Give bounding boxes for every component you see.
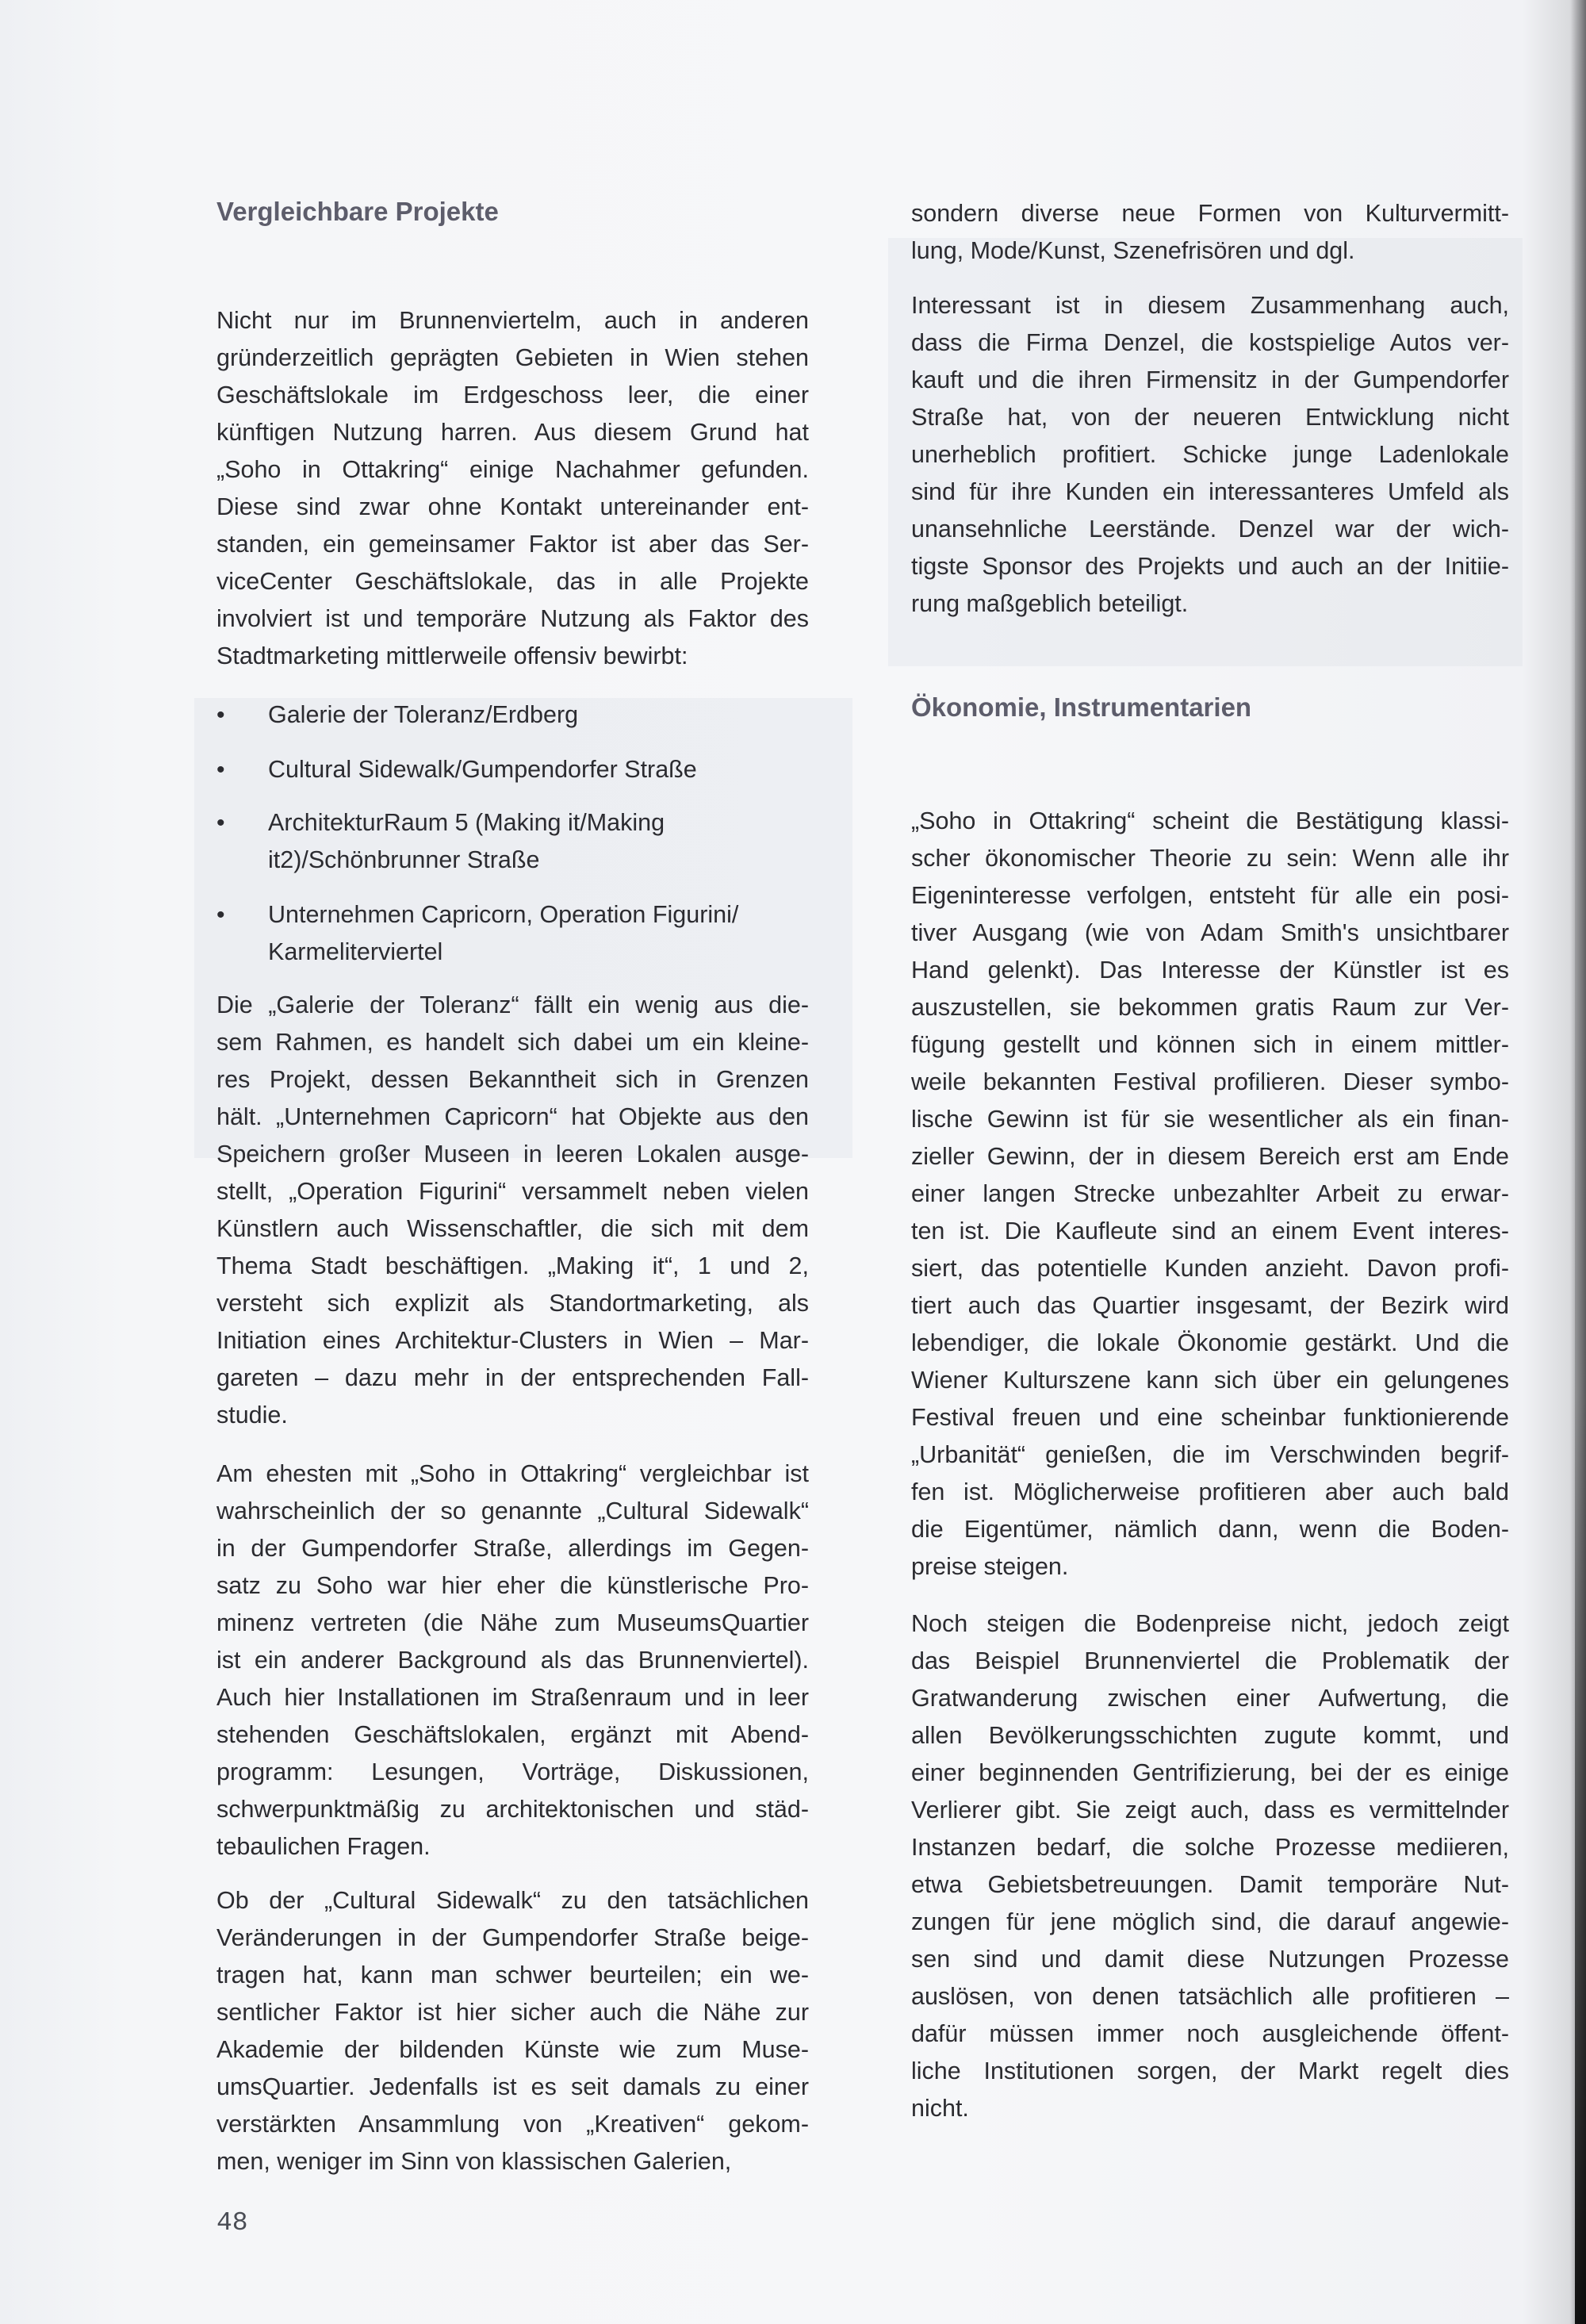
- paragraph: [911, 803, 1509, 1586]
- text-line: Wiener Kulturszene kann sich über ein gelungenes: [911, 1367, 1509, 1394]
- text-line: Eigeninteresse verfolgen, entsteht für alle ein posi-: [911, 882, 1509, 909]
- text-line: sind für ihre Kunden ein interessanteres Umfeld als: [911, 478, 1509, 505]
- text-line: fen ist. Möglicherweise profitieren aber auch bald: [911, 1478, 1509, 1505]
- text-line: tiert auch das Quartier insgesamt, der Bezirk wird: [911, 1292, 1509, 1319]
- text-line: künftigen Nutzung harren. Aus diesem Grund hat: [216, 419, 809, 446]
- text-line: Unternehmen Capricorn, Operation Figurini/: [268, 901, 739, 928]
- paragraph: [216, 1455, 809, 1866]
- text-line: „Soho in Ottakring“ scheint die Bestätigung klassi-: [911, 807, 1509, 834]
- text-line: Interessant ist in diesem Zusammenhang auch,: [911, 292, 1509, 319]
- text-line: Verlierer gibt. Sie zeigt auch, dass es vermittelnder: [911, 1797, 1509, 1824]
- text-line: fügung gestellt und können sich in einem mittler-: [911, 1031, 1509, 1058]
- text-line: einer beginnenden Gentrifizierung, bei der es einige: [911, 1759, 1509, 1786]
- text-line: wahrscheinlich der so genannte „Cultural Sidewalk“: [216, 1498, 809, 1524]
- bullet-text: [268, 896, 738, 971]
- text-line: umsQuartier. Jedenfalls ist es seit damals zu einer: [216, 2073, 809, 2100]
- text-line: viceCenter Geschäftslokale, das in alle Projekte: [216, 568, 809, 595]
- text-line: scher ökonomischer Theorie zu sein: Wenn alle ihr: [911, 845, 1509, 872]
- text-line: verstärkten Ansammlung von „Kreativen“ gekom-: [216, 2111, 809, 2138]
- bullet-text: [268, 804, 665, 879]
- text-line: programm: Lesungen, Vorträge, Diskussionen,: [216, 1758, 809, 1785]
- text-line: Speichern großer Museen in leeren Lokalen ausge-: [216, 1141, 809, 1168]
- text-line: Thema Stadt beschäftigen. „Making it“, 1 und 2,: [216, 1252, 809, 1279]
- bullet-icon: •: [216, 702, 225, 728]
- text-line: dafür müssen immer noch ausgleichende öffent-: [911, 2020, 1509, 2047]
- text-line: hält. „Unternehmen Capricorn“ hat Objekte aus den: [216, 1103, 809, 1130]
- text-line: minenz vertreten (die Nähe zum MuseumsQuartier: [216, 1609, 809, 1636]
- section-heading-oekonomie: Ökonomie, Instrumentarien: [911, 692, 1252, 722]
- text-line: Karmeliterviertel: [268, 938, 443, 965]
- text-line: etwa Gebietsbetreuungen. Damit temporäre Nut-: [911, 1871, 1509, 1898]
- text-line: auslösen, von denen tatsächlich alle profitieren –: [911, 1983, 1509, 2010]
- text-line: Ob der „Cultural Sidewalk“ zu den tatsächlichen: [216, 1887, 809, 1914]
- text-line: schwerpunktmäßig zu architektonischen und städ-: [216, 1796, 809, 1823]
- text-line: allen Bevölkerungsschichten zugute kommt, und: [911, 1722, 1509, 1749]
- bullet-icon: •: [216, 902, 225, 928]
- text-line: Auch hier Installationen im Straßenraum und in leer: [216, 1684, 809, 1711]
- text-line: ist ein anderer Background als das Brunnenviertel).: [216, 1647, 809, 1674]
- text-line: sondern diverse neue Formen von Kulturvermitt-: [911, 200, 1509, 227]
- text-line: versteht sich explizit als Standortmarketing, als: [216, 1290, 809, 1317]
- bullet-text: [268, 696, 578, 734]
- text-line: unansehnliche Leerstände. Denzel war der wich-: [911, 516, 1509, 543]
- text-line: unerheblich profitiert. Schicke junge Ladenlokale: [911, 441, 1509, 468]
- text-line: Straße hat, von der neueren Entwicklung nicht: [911, 404, 1509, 431]
- text-line: standen, ein gemeinsamer Faktor ist aber das Ser-: [216, 531, 809, 558]
- text-line: in der Gumpendorfer Straße, allerdings im Gegen-: [216, 1535, 809, 1562]
- paragraph: [216, 987, 809, 1434]
- bullet-icon: •: [216, 757, 225, 783]
- paragraph: [911, 1605, 1509, 2127]
- text-line: zungen für jene möglich sind, die darauf angewie-: [911, 1908, 1509, 1935]
- text-line: Galerie der Toleranz/Erdberg: [268, 701, 579, 728]
- text-line: tragen hat, kann man schwer beurteilen; ein we-: [216, 1962, 809, 1988]
- text-line: tiver Ausgang (wie von Adam Smith's unsichtbarer: [911, 919, 1509, 946]
- text-line: auszustellen, sie bekommen gratis Raum zur Ver-: [911, 994, 1509, 1021]
- text-line: lebendiger, die lokale Ökonomie gestärkt. Und die: [911, 1329, 1509, 1356]
- text-line: Stadtmarketing mittlerweile offensiv bewirbt:: [216, 642, 688, 669]
- text-line: studie.: [216, 1402, 288, 1429]
- text-line: tebaulichen Fragen.: [216, 1833, 431, 1860]
- text-line: nicht.: [911, 2095, 969, 2122]
- paragraph: [911, 287, 1509, 623]
- text-line: ten ist. Die Kaufleute sind an einem Event interes-: [911, 1218, 1509, 1244]
- text-line: satz zu Soho war hier eher die künstlerische Pro-: [216, 1572, 809, 1599]
- text-line: Die „Galerie der Toleranz“ fällt ein wenig aus die-: [216, 991, 809, 1018]
- text-line: Hand gelenkt). Das Interesse der Künstler ist es: [911, 957, 1509, 984]
- text-line: men, weniger im Sinn von klassischen Galerien,: [216, 2148, 732, 2175]
- page-number: 48: [216, 2208, 248, 2238]
- text-line: kauft und die ihren Firmensitz in der Gumpendorfer: [911, 366, 1509, 393]
- text-line: Nicht nur im Brunnenviertelm, auch in anderen: [216, 307, 809, 334]
- text-line: Am ehesten mit „Soho in Ottakring“ vergleichbar ist: [216, 1460, 809, 1487]
- text-line: preise steigen.: [911, 1553, 1069, 1580]
- text-line: lische Gewinn ist für sie wesentlicher als ein finan-: [911, 1106, 1509, 1133]
- text-line: stehenden Geschäftslokalen, ergänzt mit Abend-: [216, 1721, 809, 1748]
- text-line: siert, das potentielle Kunden anzieht. Davon profi-: [911, 1255, 1509, 1282]
- text-line: gareten – dazu mehr in der entsprechenden Fall-: [216, 1364, 809, 1391]
- text-line: stellt, „Operation Figurini“ versammelt neben vielen: [216, 1178, 809, 1205]
- text-line: it2)/Schönbrunner Straße: [268, 846, 540, 873]
- text-line: sentlicher Faktor ist hier sicher auch die Nähe zur: [216, 1999, 809, 2026]
- text-line: Instanzen bedarf, die solche Prozesse mediieren,: [911, 1834, 1509, 1861]
- text-line: Cultural Sidewalk/Gumpendorfer Straße: [268, 756, 697, 783]
- text-line: weile bekannten Festival profilieren. Dieser symbo-: [911, 1068, 1509, 1095]
- text-line: die Eigentümer, nämlich dann, wenn die Boden-: [911, 1516, 1509, 1543]
- text-line: einer langen Strecke unbezahlter Arbeit zu erwar-: [911, 1180, 1509, 1207]
- text-line: Festival freuen und eine scheinbar funktionierende: [911, 1404, 1509, 1431]
- bullet-icon: •: [216, 810, 225, 836]
- text-line: Künstlern auch Wissenschaftler, die sich mit dem: [216, 1215, 809, 1242]
- text-line: sem Rahmen, es handelt sich dabei um ein kleine-: [216, 1029, 809, 1056]
- section-heading-vergleichbare-projekte: Vergleichbare Projekte: [216, 197, 499, 226]
- paragraph: [216, 302, 809, 675]
- text-line: Noch steigen die Bodenpreise nicht, jedoch zeigt: [911, 1610, 1509, 1637]
- text-line: dass die Firma Denzel, die kostspielige Autos ver-: [911, 329, 1509, 356]
- paragraph: [911, 195, 1509, 270]
- bullet-text: [268, 751, 697, 788]
- text-line: zieller Gewinn, der in diesem Bereich erst am Ende: [911, 1143, 1509, 1170]
- text-line: Akademie der bildenden Künste wie zum Muse-: [216, 2036, 809, 2063]
- text-line: Diese sind zwar ohne Kontakt untereinander ent-: [216, 493, 809, 520]
- text-line: „Soho in Ottakring“ einige Nachahmer gefunden.: [216, 456, 809, 483]
- text-line: Veränderungen in der Gumpendorfer Straße beige-: [216, 1924, 809, 1951]
- text-line: rung maßgeblich beteiligt.: [911, 590, 1189, 617]
- text-line: sen sind und damit diese Nutzungen Prozesse: [911, 1946, 1509, 1973]
- text-line: das Beispiel Brunnenviertel die Problematik der: [911, 1647, 1509, 1674]
- text-line: liche Institutionen sorgen, der Markt regelt dies: [911, 2057, 1509, 2084]
- text-line: „Urbanität“ genießen, die im Verschwinden begrif-: [911, 1441, 1509, 1468]
- text-line: Initiation eines Architektur-Clusters in Wien – Mar-: [216, 1327, 809, 1354]
- text-line: Gratwanderung zwischen einer Aufwertung, die: [911, 1685, 1509, 1712]
- text-line: ArchitekturRaum 5 (Making it/Making: [268, 809, 665, 836]
- paragraph: [216, 1882, 809, 2180]
- text-line: lung, Mode/Kunst, Szenefrisören und dgl.: [911, 237, 1355, 264]
- text-line: res Projekt, dessen Bekanntheit sich in Grenzen: [216, 1066, 809, 1093]
- text-line: tigste Sponsor des Projekts und auch an der Initiie-: [911, 553, 1509, 580]
- text-line: Geschäftslokale im Erdgeschoss leer, die einer: [216, 382, 809, 408]
- text-line: gründerzeitlich geprägten Gebieten in Wien stehen: [216, 344, 809, 371]
- page-edge-shadow: [1575, 0, 1586, 2324]
- text-line: involviert ist und temporäre Nutzung als Faktor des: [216, 605, 809, 632]
